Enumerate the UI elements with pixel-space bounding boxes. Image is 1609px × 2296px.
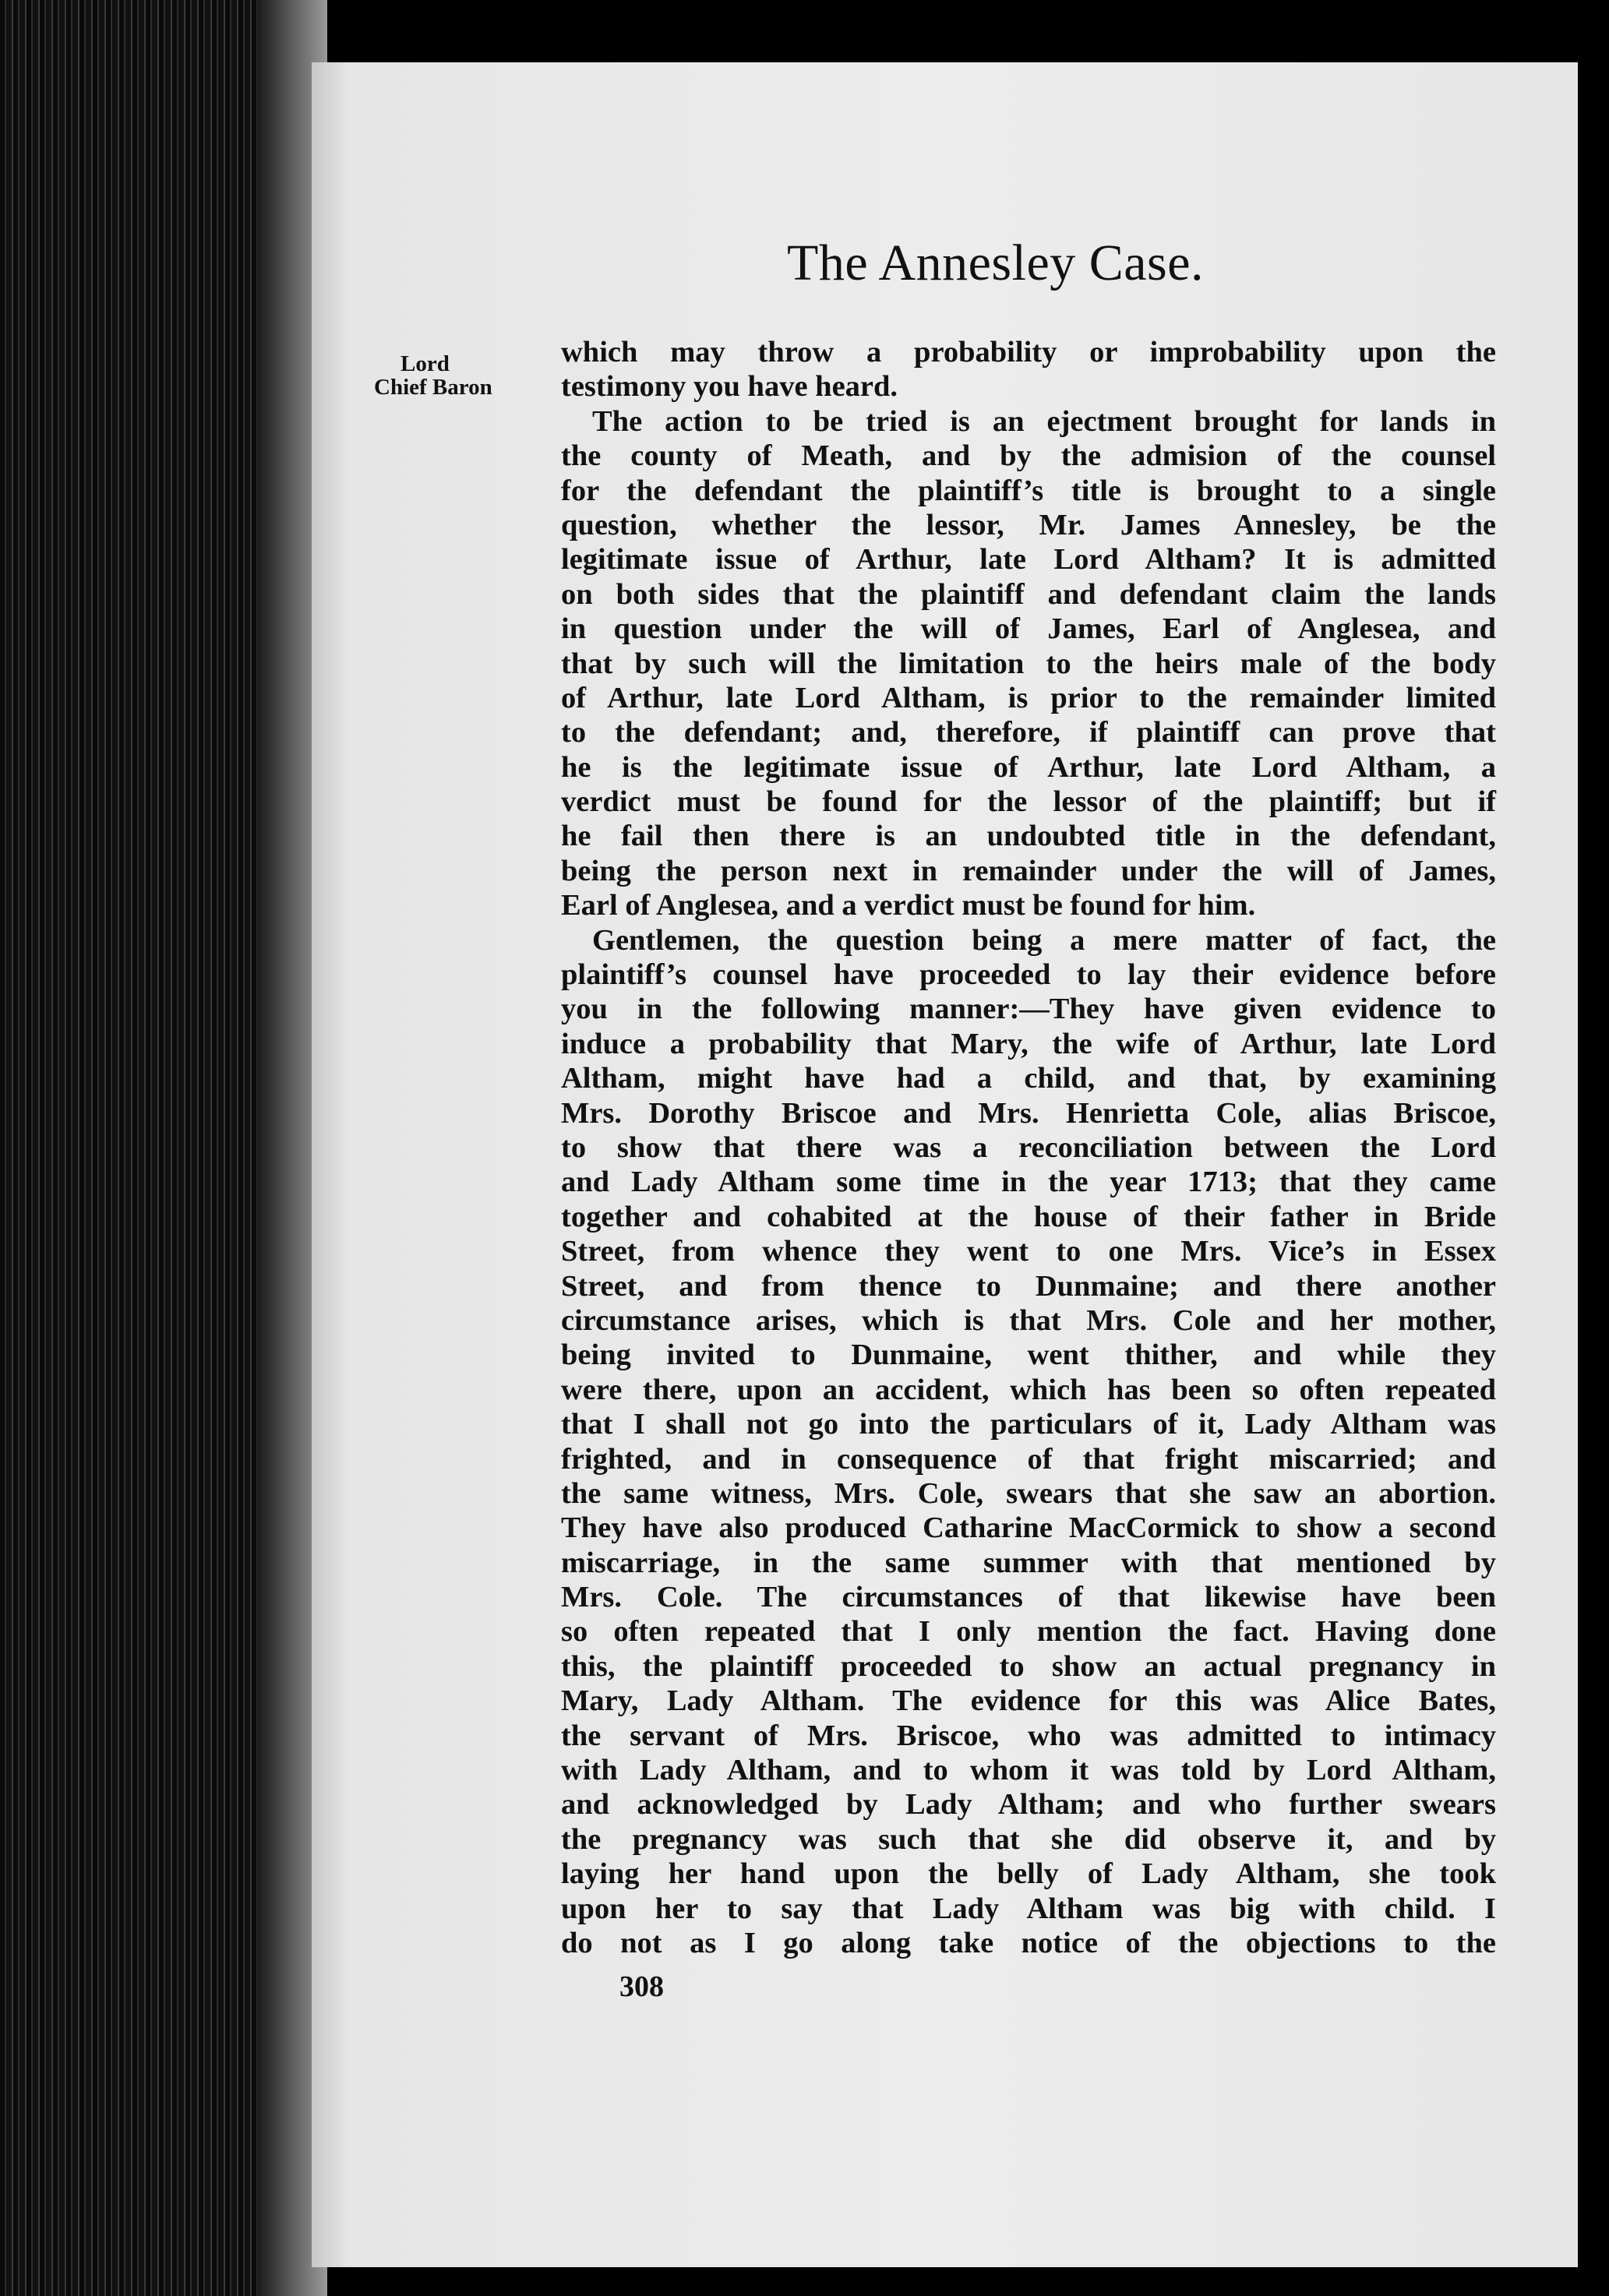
text-line: Mrs. Cole. The circumstances of that likewise have been — [561, 1581, 1496, 1614]
text-line: he fail then there is an undoubted title in the defendant, — [561, 820, 1496, 853]
text-line: this, the plaintiff proceeded to show an actual pregnancy in — [561, 1649, 1496, 1683]
text-line: the same witness, Mrs. Cole, swears that she saw an abortion. — [561, 1476, 1496, 1510]
text-line: being the person next in remainder under the will of James, — [561, 854, 1496, 887]
text-line: induce a probability that Mary, the wife of Arthur, late Lord — [561, 1027, 1496, 1060]
side-note — [374, 352, 553, 399]
text-line: Street, from whence they went to one Mrs. Vice’s in Essex — [561, 1235, 1496, 1268]
book-page-edges — [0, 0, 327, 2296]
scan-border — [1578, 0, 1609, 2296]
text-line: were there, upon an accident, which has been so often repeated — [561, 1373, 1496, 1406]
text-line: miscarriage, in the same summer with that mentioned by — [561, 1546, 1496, 1579]
text-line: verdict must be found for the lessor of the plaintiff; but if — [561, 785, 1496, 819]
text-line: testimony you have heard. — [561, 370, 898, 404]
text-line: he is the legitimate issue of Arthur, late Lord Altham, a — [561, 750, 1496, 784]
text-line: frighted, and in consequence of that fright miscarried; and — [561, 1442, 1496, 1476]
text-line: They have also produced Catharine MacCormick to show a second — [561, 1511, 1496, 1545]
text-line: on both sides that the plaintiff and defendant claim the lands — [561, 577, 1496, 611]
text-line: in question under the will of James, Earl of Anglesea, and — [561, 612, 1496, 646]
body-text — [561, 335, 1496, 1960]
text-line: laying her hand upon the belly of Lady Altham, she took — [561, 1857, 1496, 1891]
page-number: 308 — [619, 1970, 664, 2003]
text-line: upon her to say that Lady Altham was big with child. I — [561, 1892, 1496, 1925]
text-line: to show that there was a reconciliation between the Lord — [561, 1130, 1496, 1164]
text-line: Altham, might have had a child, and that, by examining — [561, 1062, 1496, 1095]
text-line: you in the following manner:—They have given evidence to — [561, 993, 1496, 1026]
text-line: that by such will the limitation to the heirs male of the body — [561, 647, 1496, 680]
text-line: Mary, Lady Altham. The evidence for this was Alice Bates, — [561, 1684, 1496, 1718]
text-line: and acknowledged by Lady Altham; and who further swears — [561, 1788, 1496, 1822]
text-line: circumstance arises, which is that Mrs. Cole and her mother, — [561, 1303, 1496, 1337]
text-line: plaintiff’s counsel have proceeded to lay their evidence before — [561, 958, 1496, 992]
side-note-line: Lord — [400, 351, 450, 376]
text-line: to the defendant; and, therefore, if plaintiff can prove that — [561, 716, 1496, 749]
text-line: Gentlemen, the question being a mere matter of fact, the — [592, 923, 1496, 957]
text-line: the county of Meath, and by the admision of the counsel — [561, 439, 1496, 473]
text-line: do not as I go along take notice of the objections to the — [561, 1926, 1496, 1959]
text-line: that I shall not go into the particulars of it, Lady Altham was — [561, 1408, 1496, 1441]
text-line: together and cohabited at the house of their father in Bride — [561, 1200, 1496, 1233]
side-note-line: Chief Baron — [374, 375, 492, 400]
text-line: so often repeated that I only mention the fact. Having done — [561, 1615, 1496, 1649]
text-line: with Lady Altham, and to whom it was told by Lord Altham, — [561, 1754, 1496, 1787]
text-line: Street, and from thence to Dunmaine; and there another — [561, 1269, 1496, 1303]
text-line: the pregnancy was such that she did observe it, and by — [561, 1822, 1496, 1856]
text-line: of Arthur, late Lord Altham, is prior to the remainder limited — [561, 681, 1496, 714]
text-line: the servant of Mrs. Briscoe, who was admitted to intimacy — [561, 1719, 1496, 1752]
text-line: and Lady Altham some time in the year 1713; that they came — [561, 1166, 1496, 1199]
text-line: Earl of Anglesea, and a verdict must be found for him. — [561, 889, 1256, 922]
text-line: legitimate issue of Arthur, late Lord Altham? It is admitted — [561, 543, 1496, 577]
text-line: for the defendant the plaintiff’s title is brought to a single — [561, 474, 1496, 507]
text-line: question, whether the lessor, Mr. James Annesley, be the — [561, 508, 1496, 541]
text-line: which may throw a probability or improbability upon the — [561, 336, 1496, 369]
running-head: The Annesley Case. — [787, 235, 1205, 291]
text-line: being invited to Dunmaine, went thither, and while they — [561, 1338, 1496, 1372]
text-line: The action to be tried is an ejectment brought for lands in — [592, 404, 1496, 438]
text-line: Mrs. Dorothy Briscoe and Mrs. Henrietta Cole, alias Briscoe, — [561, 1096, 1496, 1130]
